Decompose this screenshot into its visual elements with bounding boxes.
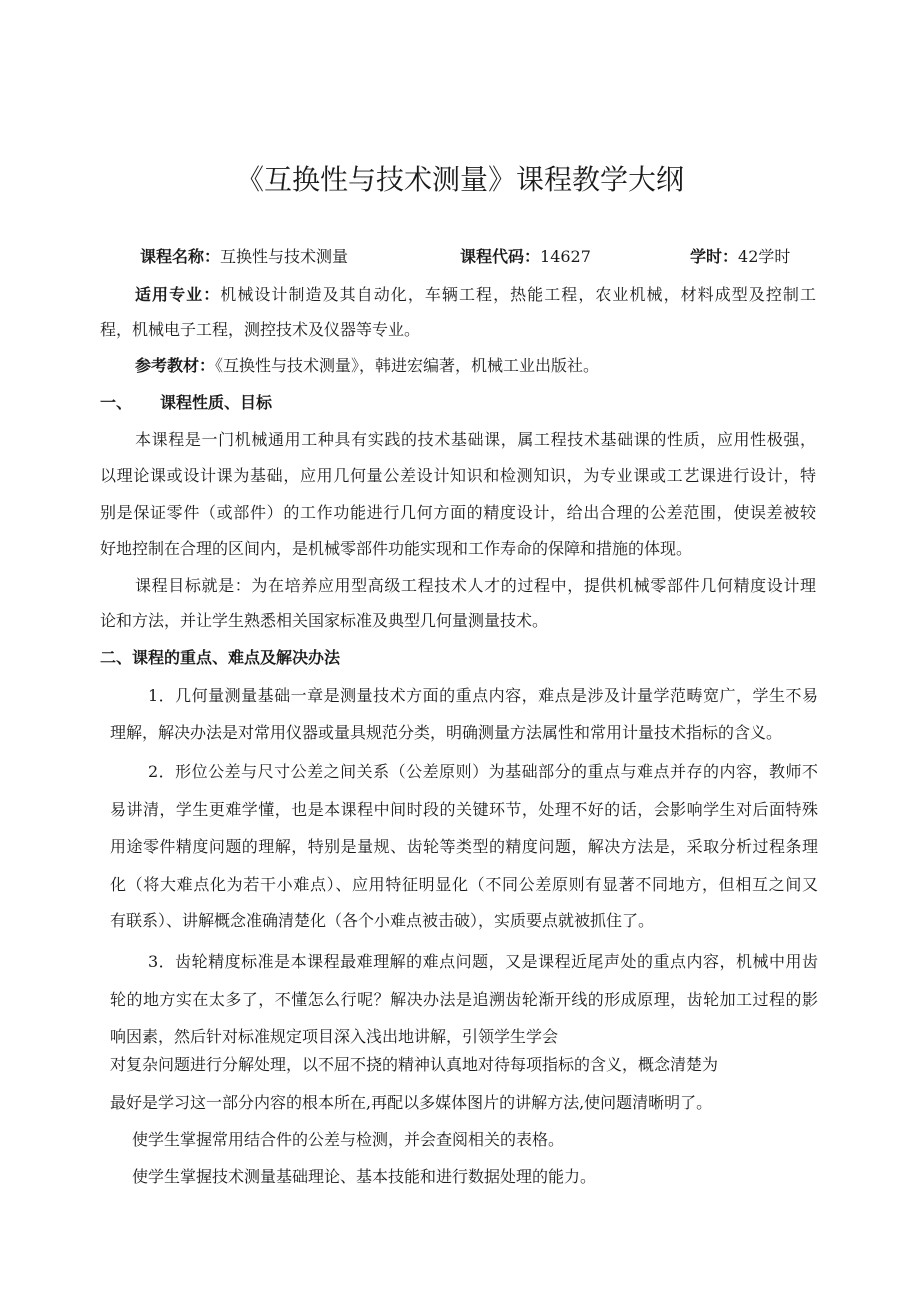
textbook-value: 《互换性与技术测量》，韩进宏编著，机械工业出版社。 bbox=[215, 356, 600, 375]
section1-heading: 课程性质、目标 bbox=[160, 393, 273, 412]
extra-line-2: 使学生掌握技术测量基础理论、基本技能和进行数据处理的能力。 bbox=[132, 1167, 597, 1186]
course-code-value: 14627 bbox=[540, 247, 591, 266]
textbook-row bbox=[135, 356, 599, 376]
s1p1-line-4: 好地控制在合理的区间内，是机械零部件功能实现和工作寿命的保障和措施的体现。 bbox=[100, 539, 693, 558]
textbook-label: 参考教材： bbox=[135, 356, 216, 375]
major-line-1 bbox=[135, 285, 816, 305]
course-hours-row bbox=[690, 247, 790, 267]
course-code-row bbox=[460, 247, 591, 267]
s1p2-line-1: 课程目标就是：为在培养应用型高级工程技术人才的过程中，提供机械零部件几何精度设计理 bbox=[135, 576, 816, 595]
page-title: 《互换性与技术测量》课程教学大纲 bbox=[235, 163, 684, 196]
course-hours-label: 学时： bbox=[690, 247, 739, 266]
major-label: 适用专业： bbox=[135, 285, 221, 304]
course-name-row bbox=[140, 247, 348, 267]
item3-line-4: 对复杂问题进行分解处理，以不屈不挠的精神认真地对待每项指标的含义，概念清楚为 bbox=[110, 1055, 719, 1074]
s1p1-line-3: 别是保证零件（或部件）的工作功能进行几何方面的精度设计，给出合理的公差范围，使误差被较 bbox=[100, 503, 816, 522]
item3-line-5: 最好是学习这一部分内容的根本所在,再配以多媒体图片的讲解方法,使问题清晰明了。 bbox=[110, 1093, 713, 1112]
course-hours-value: 42学时 bbox=[738, 247, 791, 266]
item2-line-3: 用途零件精度问题的理解，特别是量规、齿轮等类型的精度问题，解决方法是，采取分析过程条理 bbox=[110, 837, 818, 856]
item3-line-1: 3．齿轮精度标准是本课程最难理解的难点问题，又是课程近尾声处的重点内容，机械中用齿 bbox=[148, 952, 818, 971]
s1p1-line-2: 以理论课或设计课为基础，应用几何量公差设计知识和检测知识，为专业课或工艺课进行设计，特 bbox=[100, 466, 816, 485]
item2-line-1: 2．形位公差与尺寸公差之间关系（公差原则）为基础部分的重点与难点并存的内容，教师不 bbox=[148, 762, 818, 781]
item3-line-3: 响因素，然后针对标准规定项目深入浅出地讲解，引领学生学会 bbox=[110, 1027, 559, 1046]
item1-line-2: 理解，解决办法是对常用仪器或量具规范分类，明确测量方法属性和常用计量技术指标的含义。 bbox=[110, 723, 783, 742]
major-line-2: 程，机械电子工程，测控技术及仪器等专业。 bbox=[100, 320, 421, 339]
section2-heading: 二、课程的重点、难点及解决办法 bbox=[100, 648, 341, 667]
item2-line-2: 易讲清，学生更难学懂，也是本课程中间时段的关键环节，处理不好的话，会影响学生对后面特殊 bbox=[110, 800, 818, 819]
section1-number: 一、 bbox=[100, 393, 133, 412]
item2-line-5: 有联系）、讲解概念准确清楚化（各个小难点被击破），实质要点就被抓住了。 bbox=[110, 911, 655, 930]
item1-line-1: 1．几何量测量基础一章是测量技术方面的重点内容，难点是涉及计量学范畴宽广，学生不易 bbox=[148, 686, 818, 705]
course-name-label: 课程名称： bbox=[140, 247, 221, 266]
s1p2-line-2: 论和方法，并让学生熟悉相关国家标准及典型几何量测量技术。 bbox=[100, 611, 549, 630]
extra-line-1: 使学生掌握常用结合件的公差与检测，并会查阅相关的表格。 bbox=[132, 1130, 565, 1149]
s1p1-line-1: 本课程是一门机械通用工种具有实践的技术基础课，属工程技术基础课的性质，应用性极强， bbox=[135, 430, 816, 449]
course-code-label: 课程代码： bbox=[460, 247, 541, 266]
major-text-1: 机械设计制造及其自动化，车辆工程，热能工程，农业机械，材料成型及控制工 bbox=[220, 285, 816, 304]
course-name-value: 互换性与技术测量 bbox=[220, 247, 349, 266]
item2-line-4: 化（将大难点化为若干小难点）、应用特征明显化（不同公差原则有显著不同地方，但相互之间又 bbox=[110, 875, 818, 894]
item3-line-2: 轮的地方实在太多了，不懂怎么行呢？解决办法是追溯齿轮渐开线的形成原理，齿轮加工过程的影 bbox=[110, 990, 818, 1009]
